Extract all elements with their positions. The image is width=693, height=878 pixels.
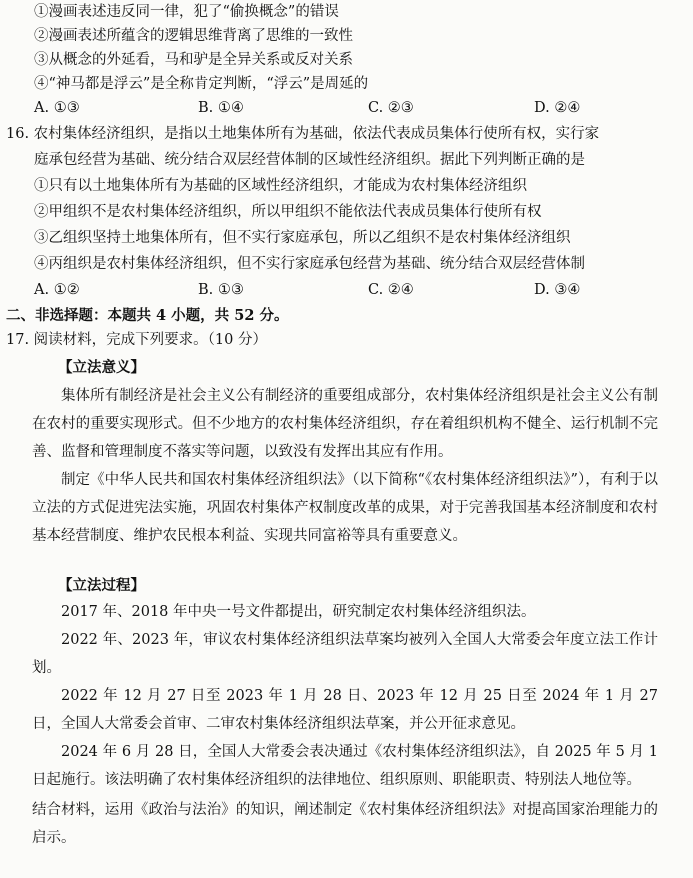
- q17-heading-meaning: 【立法意义】: [58, 359, 145, 376]
- q16-options: [34, 280, 654, 300]
- section-2-title: 二、非选择题：本题共 4 小题，共 52 分。: [6, 307, 289, 324]
- q16-option-b[interactable]: B. ①③: [198, 282, 244, 298]
- q15-options: [34, 98, 654, 118]
- q17-heading-process: 【立法过程】: [58, 577, 145, 594]
- q15-option-d[interactable]: D. ②④: [534, 100, 581, 116]
- q17-process-paragraph-2: 2022 年、2023 年，审议农村集体经济组织法草案均被列入全国人大常委会年度立法工作计划。: [32, 632, 658, 676]
- q15-option-b[interactable]: B. ①④: [198, 100, 244, 116]
- q15-statement-2: ②漫画表述所蕴含的逻辑思维背离了思维的一致性: [34, 28, 353, 44]
- q15-statement-1: ①漫画表述违反同一律，犯了“偷换概念”的错误: [34, 4, 339, 20]
- q15-statement-4: ④“神马都是浮云”是全称肯定判断，“浮云”是周延的: [34, 76, 369, 92]
- q17-stem: 17. 阅读材料，完成下列要求。（10 分）: [6, 332, 267, 348]
- q17-process-paragraph-1: 2017 年、2018 年中央一号文件都提出，研究制定农村集体经济组织法。: [61, 604, 536, 620]
- q17-process-paragraph-4: 2024 年 6 月 28 日，全国人大常委会表决通过《农村集体经济组织法》，自 2025 年 5 月 1 日起施行。该法明确了农村集体经济组织的法律地位、组织原则、职能职责、特别法人地位等。: [32, 744, 658, 788]
- q17-meaning-paragraph-1: 集体所有制经济是社会主义公有制经济的重要组成部分，农村集体经济组织是社会主义公有制在农村的重要实现形式。但不少地方的农村集体经济组织，存在着组织机构不健全、运行机制不完善、监督和管理制度不落实等问题，以致没有发挥出其应有作用。: [32, 388, 658, 460]
- q17-question: 结合材料，运用《政治与法治》的知识，阐述制定《农村集体经济组织法》对提高国家治理能力的启示。: [32, 802, 658, 846]
- q17-process-paragraph-3: 2022 年 12 月 27 日至 2023 年 1 月 28 日、2023 年 12 月 25 日至 2024 年 1 月 27 日，全国人大常委会首审、二审农村集体经济组织法草案，并公开征求意见。: [32, 688, 658, 732]
- q16-statement-2: ②甲组织不是农村集体经济组织，所以甲组织不能依法代表成员集体行使所有权: [34, 204, 542, 220]
- q16-statement-1: ①只有以土地集体所有为基础的区域性经济组织，才能成为农村集体经济组织: [34, 178, 527, 194]
- q16-option-c[interactable]: C. ②④: [368, 282, 414, 298]
- q17-meaning-paragraph-2: 制定《中华人民共和国农村集体经济组织法》（以下简称“《农村集体经济组织法》”），有利于以立法的方式促进宪法实施，巩固农村集体产权制度改革的成果，对于完善我国基本经济制度和农村基本经营制度、维护农民根本利益、实现共同富裕等具有重要意义。: [32, 472, 658, 544]
- q15-option-c[interactable]: C. ②③: [368, 100, 414, 116]
- q16-statement-3: ③乙组织坚持土地集体所有，但不实行家庭承包，所以乙组织不是农村集体经济组织: [34, 230, 571, 246]
- q16-stem-line-2: 庭承包经营为基础、统分结合双层经营体制的区域性经济组织。据此下列判断正确的是: [34, 152, 585, 168]
- q16-stem-line-1: 16. 农村集体经济组织，是指以土地集体所有为基础，依法代表成员集体行使所有权，实行家: [6, 126, 600, 142]
- q15-statement-3: ③从概念的外延看，马和驴是全异关系或反对关系: [34, 52, 353, 68]
- q16-option-a[interactable]: A. ①②: [34, 282, 80, 298]
- q16-option-d[interactable]: D. ③④: [534, 282, 581, 298]
- q15-option-a[interactable]: A. ①③: [34, 100, 80, 116]
- q16-statement-4: ④丙组织是农村集体经济组织，但不实行家庭承包经营为基础、统分结合双层经营体制: [34, 256, 585, 272]
